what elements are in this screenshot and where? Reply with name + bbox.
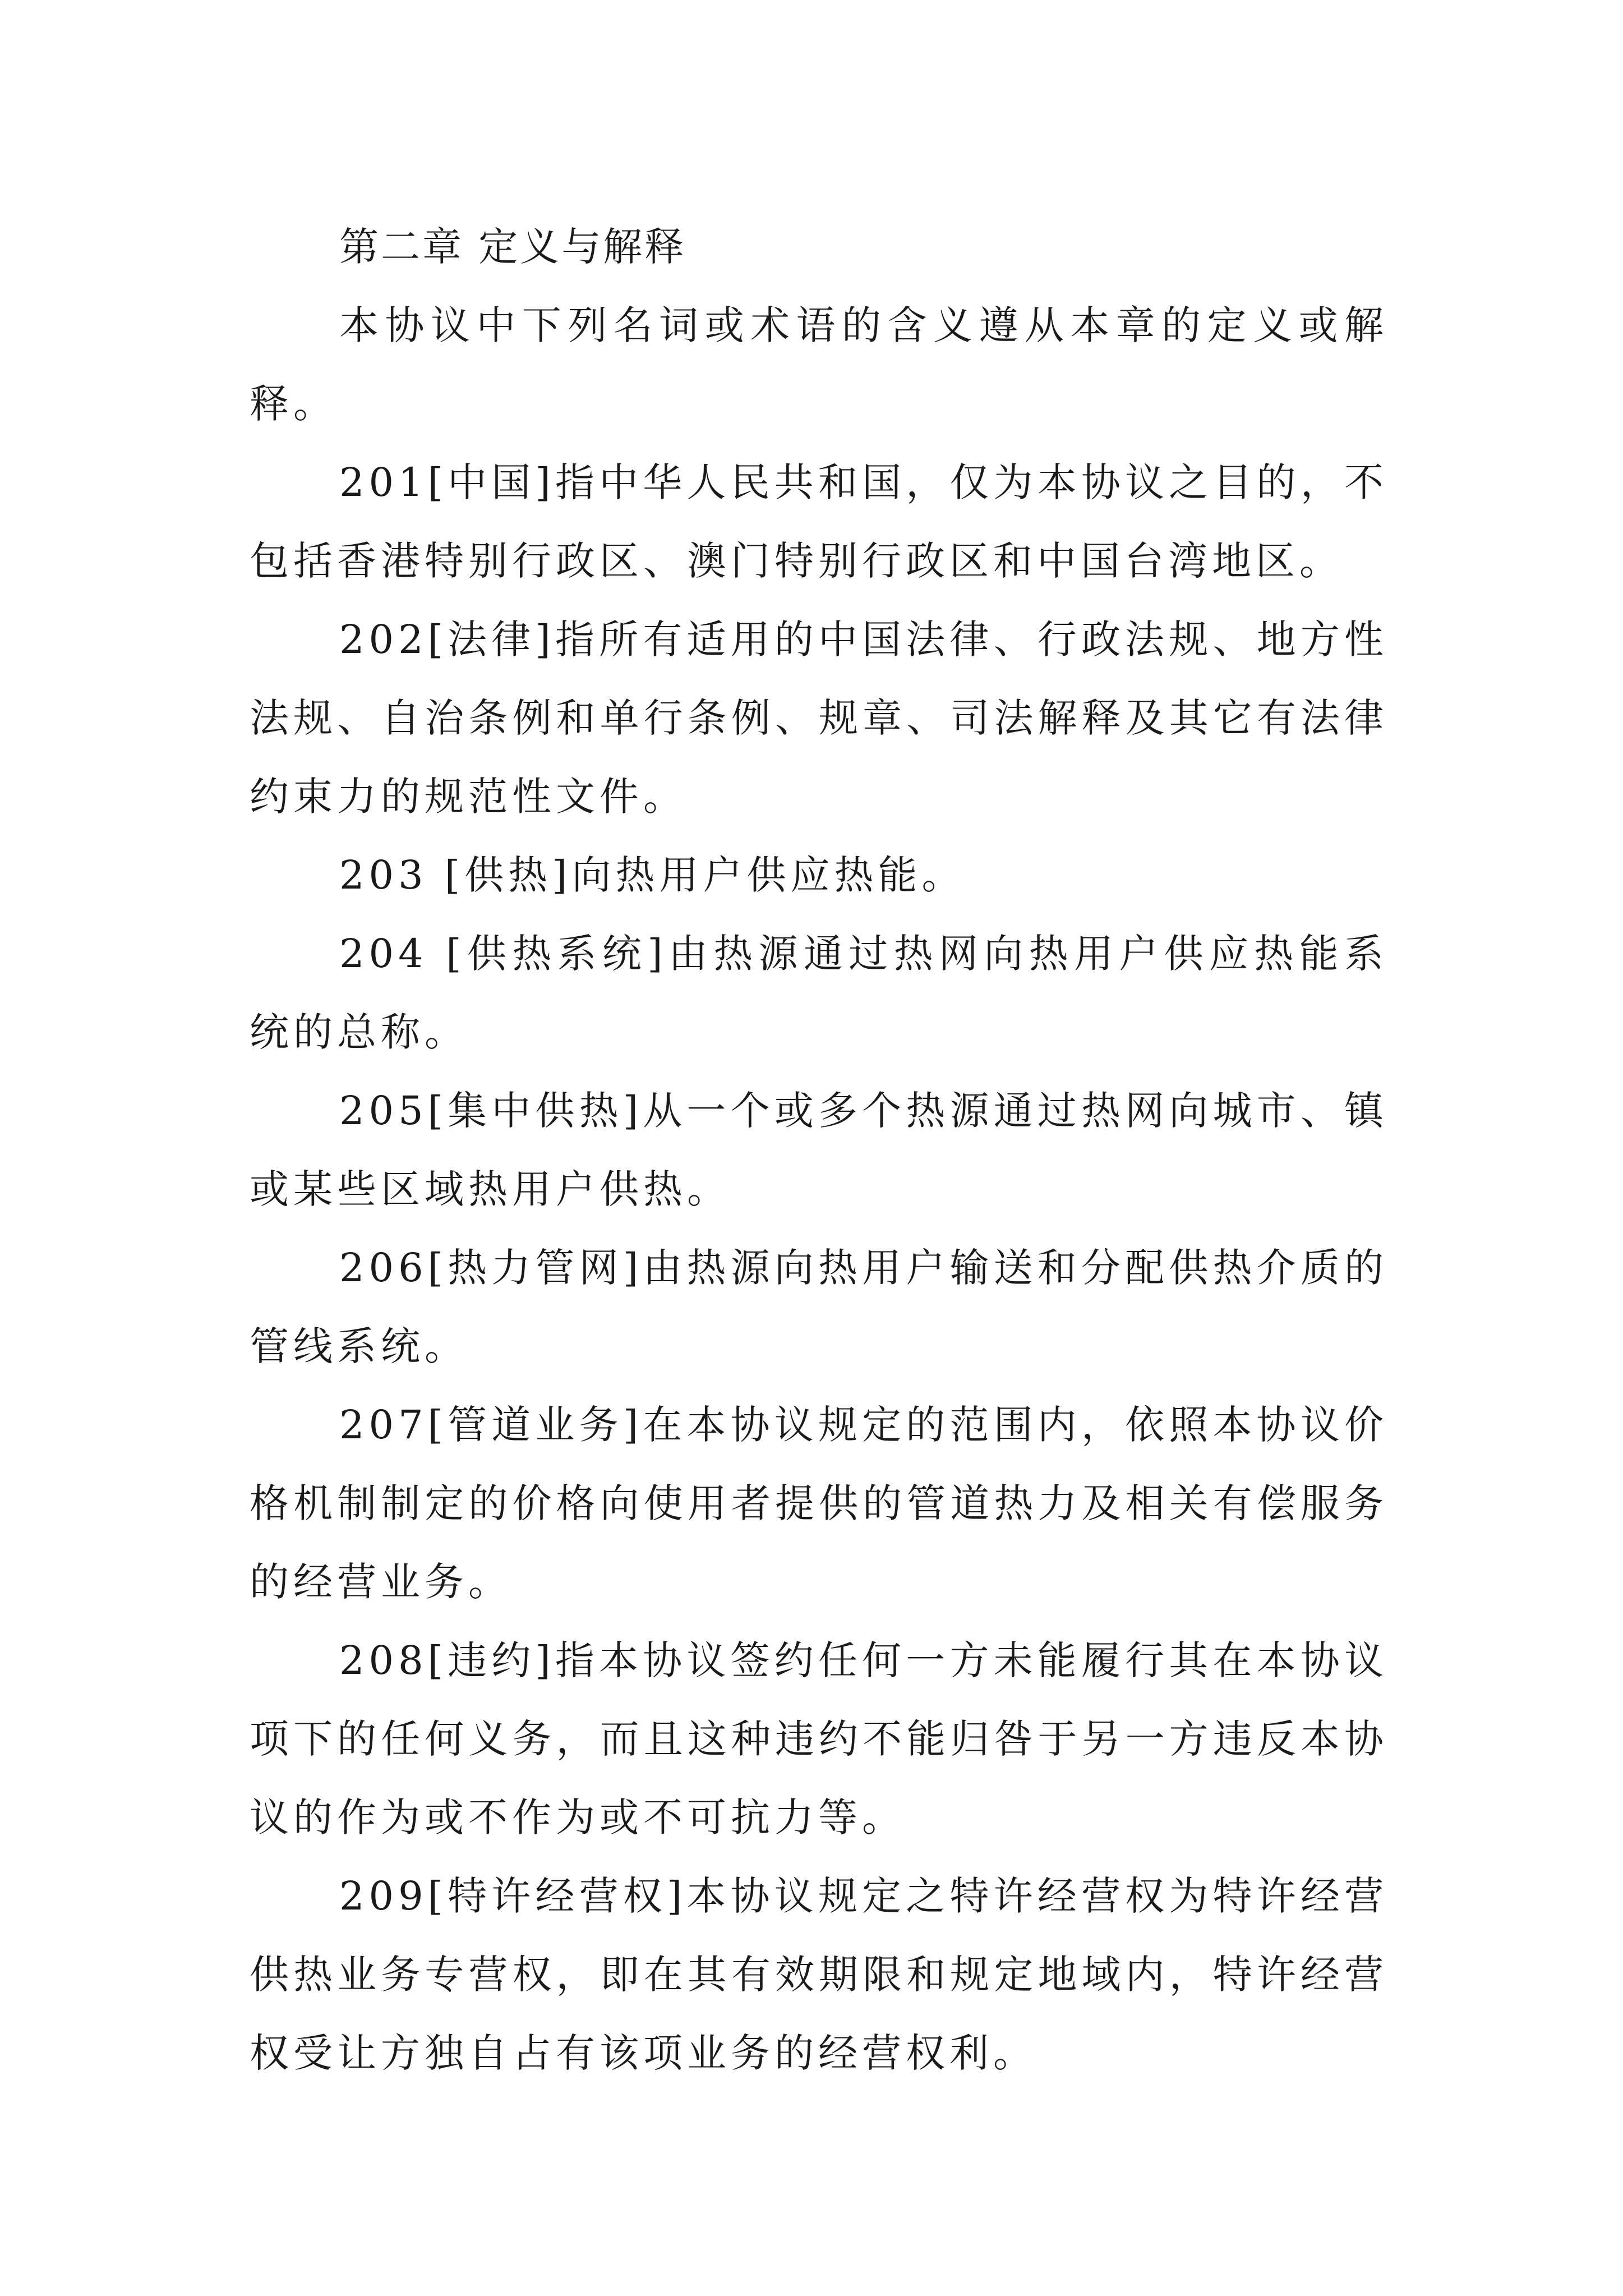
definition-204: 204 [供热系统]由热源通过热网向热用户供应热能系统的总称。 [250,931,1388,1055]
definition-206: 206[热力管网]由热源向热用户输送和分配供热介质的管线系统。 [250,1245,1388,1369]
definition-208: 208[违约]指本协议签约任何一方未能履行其在本协议项下的任何义务，而且这种违约不能归咎于另一方违反本协议的作为或不作为或不可抗力等。 [250,1637,1388,1841]
definition-202: 202[法律]指所有适用的中国法律、行政法规、地方性法规、自治条例和单行条例、规章、司法解释及其它有法律约束力的规范性文件。 [250,616,1388,820]
definition-203: 203 [供热]向热用户供应热能。 [339,852,966,898]
definition-209: 209[特许经营权]本协议规定之特许经营权为特许经营供热业务专营权，即在其有效期限和规定地域内，特许经营权受让方独自占有该项业务的经营权利。 [250,1873,1388,2076]
chapter-heading: 第二章 定义与解释 [339,224,686,270]
definition-201: 201[中国]指中华人民共和国，仅为本协议之目的，不包括香港特别行政区、澳门特别行政区和中国台湾地区。 [250,459,1388,584]
intro-paragraph: 本协议中下列名词或术语的含义遵从本章的定义或解释。 [250,302,1388,427]
document-body [250,208,1388,2092]
definition-207: 207[管道业务]在本协议规定的范围内，依照本协议价格机制制定的价格向使用者提供的管道热力及相关有偿服务的经营业务。 [250,1402,1388,1605]
definition-205: 205[集中供热]从一个或多个热源通过热网向城市、镇或某些区域热用户供热。 [250,1088,1388,1212]
